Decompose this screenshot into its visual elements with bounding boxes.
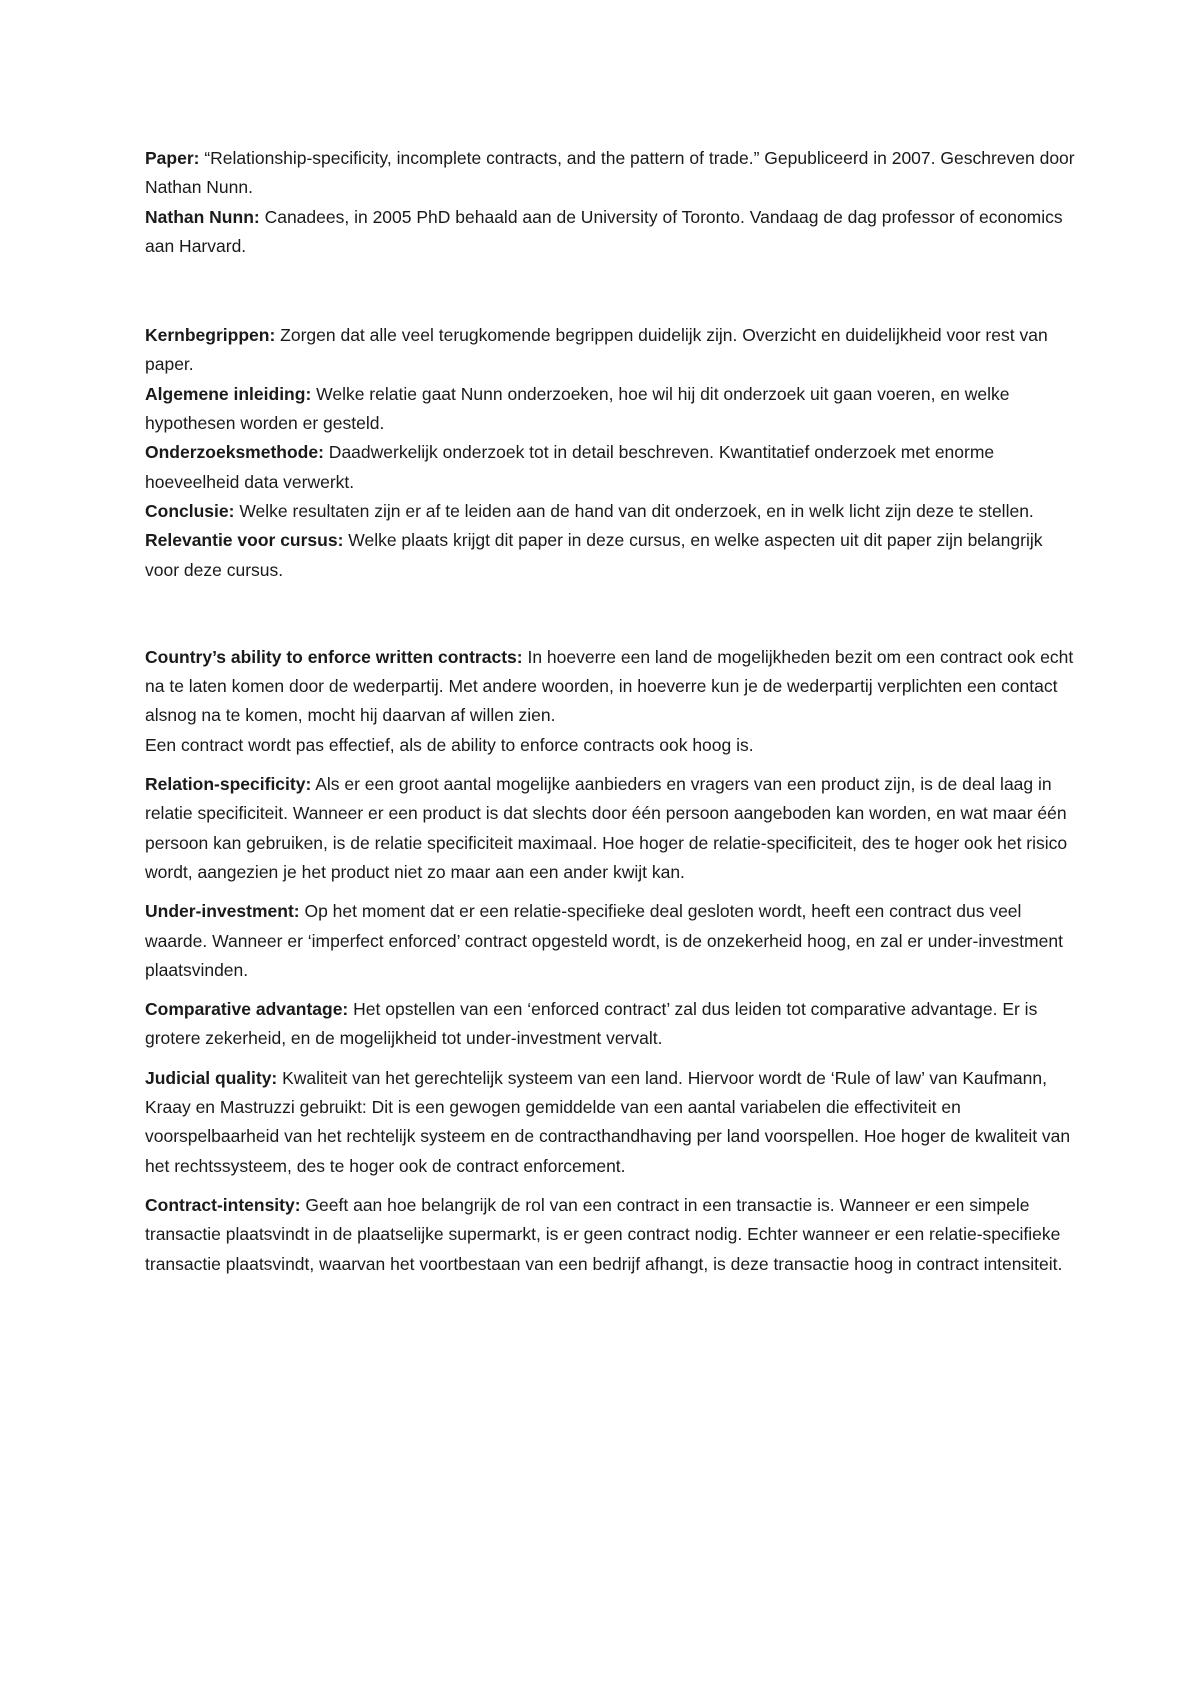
paragraph-term: Nathan Nunn: [145, 206, 260, 227]
concept-judicial-quality [145, 1064, 1080, 1181]
concept-enforce-contracts [145, 643, 1080, 731]
concepts-section [145, 643, 1080, 1279]
outline-kernbegrippen [145, 321, 1080, 380]
outline-inleiding [145, 380, 1080, 439]
paragraph-term: Paper: [145, 148, 200, 168]
paragraph-text: Canadees, in 2005 PhD behaald aan de University of Toronto. Vandaag de dag professor of economics aan Harvard. [145, 206, 1063, 256]
paper-paragraph [145, 144, 1080, 203]
paragraph-text: Zorgen dat alle veel terugkomende begrippen duidelijk zijn. Overzicht en duidelijkheid voor rest van paper. [145, 325, 1048, 375]
intro-section [145, 144, 1080, 261]
paragraph-term: Judicial quality: [145, 1067, 278, 1088]
author-paragraph [145, 203, 1080, 262]
paragraph-term: Comparative advantage: [145, 999, 349, 1020]
paragraph-text: Als er een groot aantal mogelijke aanbieders en vragers van een product zijn, is de deal laag in relatie specificiteit. Wanneer er een product is dat slechts door één persoon aangeboden kan worden, en wat maar één persoon kan gebruiken, is de relatie specificiteit maximaal. Hoe hoger de relatie-specificiteit, des te hoger ook het risico wordt, aangezien je het product niet zo maar aan een ander kwijt kan. [145, 774, 1068, 882]
paragraph-term: Algemene inleiding: [145, 383, 312, 404]
concept-enforce-contracts-note: Een contract wordt pas effectief, als de ability to enforce contracts ook hoog is. [145, 734, 754, 755]
paragraph-term: Relation-specificity: [145, 774, 312, 795]
paragraph-text: Geeft aan hoe belangrijk de rol van een contract in een transactie is. Wanneer er een simpele transactie plaatsvindt in de plaatselijke supermarkt, is er geen contract nodig. Echter wanneer er een relatie-specifieke transactie plaatsvindt, waarvan het voortbestaan van een bedrijf afhangt, is deze transactie hoog in contract intensiteit. [145, 1194, 1063, 1274]
outline-relevantie [145, 526, 1080, 585]
paragraph-text: Kwaliteit van het gerechtelijk systeem van een land. Hiervoor wordt de ‘Rule of law’ van Kaufmann, Kraay en Mastruzzi gebruikt: Dit is een gewogen gemiddelde van een aantal variabelen die effectiviteit en voorspelbaarheid van het rechtelijk systeem en de contracthandhaving per land voorspellen. Hoe hoger de kwaliteit van het rechtssysteem, des te hoger ook de contract enforcement. [145, 1067, 1071, 1176]
outline-conclusie [145, 497, 1080, 526]
paragraph-text: Welke relatie gaat Nunn onderzoeken, hoe wil hij dit onderzoek uit gaan voeren, en welke hypothesen worden er gesteld. [145, 383, 1010, 434]
concept-comparative-advantage [145, 995, 1080, 1054]
paragraph-term: Country’s ability to enforce written contracts: [145, 646, 523, 667]
paragraph-term: Conclusie: [145, 500, 235, 521]
paragraph-term: Kernbegrippen: [145, 325, 276, 346]
outline-methode [145, 438, 1080, 497]
outline-section [145, 321, 1080, 585]
paragraph-term: Relevantie voor cursus: [145, 530, 344, 551]
paragraph-term: Onderzoeksmethode: [145, 442, 324, 463]
paragraph-text: Het opstellen van een ‘enforced contract’ zal dus leiden tot comparative advantage. Er is grotere zekerheid, en de mogelijkheid tot under-investment vervalt. [145, 999, 1038, 1049]
section-spacer [145, 585, 1080, 643]
paragraph-text: Welke resultaten zijn er af te leiden aan de hand van dit onderzoek, en in welk licht zijn deze te stellen. [234, 500, 1034, 521]
paragraph-text: In hoeverre een land de mogelijkheden bezit om een contract ook echt na te laten komen door de wederpartij. Met andere woorden, in hoeverre kun je de wederpartij verplichten een contact alsnog na te komen, mocht hij daarvan af willen zien. [145, 646, 1074, 726]
section-spacer [145, 261, 1080, 321]
paragraph-term: Under-investment: [145, 901, 300, 922]
paragraph-text: Daadwerkelijk onderzoek tot in detail beschreven. Kwantitatief onderzoek met enorme hoeveelheid data verwerkt. [145, 442, 995, 492]
paragraph-text: “Relationship-specificity, incomplete contracts, and the pattern of trade.” Gepubliceerd in 2007. Geschreven door Nathan Nunn. [145, 148, 1075, 198]
concept-contract-intensity [145, 1191, 1080, 1279]
paragraph-term: Contract-intensity: [145, 1194, 301, 1215]
concept-under-investment [145, 897, 1080, 985]
paragraph-text: Welke plaats krijgt dit paper in deze cursus, en welke aspecten uit dit paper zijn belangrijk voor deze cursus. [145, 530, 1043, 580]
paragraph-text: Op het moment dat er een relatie-specifieke deal gesloten wordt, heeft een contract dus veel waarde. Wanneer er ‘imperfect enforced’ contract opgesteld wordt, is de onzekerheid hoog, en zal er under-investment plaatsvinden. [145, 901, 1063, 980]
concept-relation-specificity [145, 770, 1080, 887]
